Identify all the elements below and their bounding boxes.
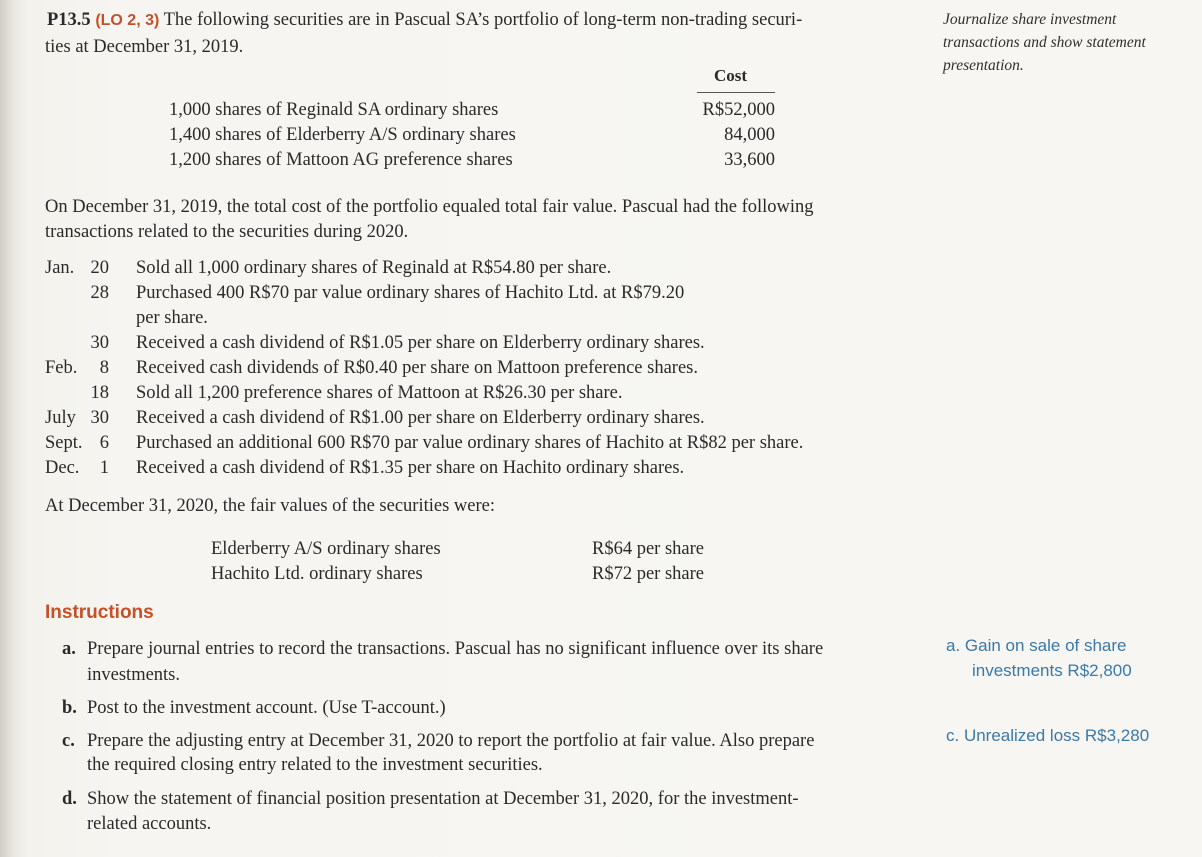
learning-objectives: (LO 2, 3) — [95, 12, 160, 29]
transaction-day: 20 — [90, 258, 109, 278]
security-row-1-cost: R$52,000 — [702, 100, 775, 120]
cost-header-rule — [697, 92, 775, 93]
instruction-text: Prepare the adjusting entry at December 31, 2020 to report the portfolio at fair value. Also prepare — [87, 731, 815, 751]
instruction-text: Show the statement of financial position presentation at December 31, 2020, for the investment- — [87, 789, 799, 809]
side-note-line-1: Journalize share investment — [943, 11, 1117, 28]
transaction-day: 18 — [90, 383, 109, 403]
transaction-text: Received a cash dividend of R$1.35 per share on Hachito ordinary shares. — [136, 458, 685, 478]
transaction-text: Purchased 400 R$70 par value ordinary shares of Hachito Ltd. at R$79.20 — [136, 283, 685, 303]
instructions-title: Instructions — [45, 602, 154, 623]
intro-line-1: The following securities are in Pascual SA’s portfolio of long-term non-trading securi- — [163, 10, 803, 30]
transaction-month: Dec. — [45, 458, 80, 478]
answer-a-line-1: a. Gain on sale of share — [946, 636, 1127, 655]
side-note-line-2: transactions and show statement — [943, 34, 1146, 51]
transaction-day: 30 — [90, 333, 109, 353]
security-row-2-label: 1,400 shares of Elderberry A/S ordinary shares — [169, 125, 516, 145]
side-note-line-3: presentation. — [943, 57, 1024, 74]
security-row-1-label: 1,000 shares of Reginald SA ordinary shares — [169, 100, 499, 120]
instruction-label: a. — [62, 639, 76, 659]
answer-c-line-1: c. Unrealized loss R$3,280 — [946, 726, 1150, 745]
instruction-text-continued: the required closing entry related to the investment securities. — [87, 755, 543, 775]
instruction-text-continued: related accounts. — [87, 814, 212, 834]
problem-number: P13.5 — [47, 10, 91, 30]
transaction-text: Received a cash dividend of R$1.00 per share on Elderberry ordinary shares. — [136, 408, 705, 428]
transaction-month: Feb. — [45, 358, 78, 378]
transaction-text: Sold all 1,200 preference shares of Mattoon at R$26.30 per share. — [136, 383, 623, 403]
answer-a-line-2: investments R$2,800 — [972, 661, 1132, 680]
transaction-text-continued: per share. — [136, 308, 208, 328]
transaction-day: 28 — [90, 283, 109, 303]
transaction-day: 6 — [99, 433, 109, 453]
transaction-text: Received a cash dividend of R$1.05 per share on Elderberry ordinary shares. — [136, 333, 705, 353]
fair-value-intro: At December 31, 2020, the fair values of the securities were: — [45, 496, 495, 516]
fair-value-amount: R$64 per share — [592, 539, 704, 559]
security-row-3-label: 1,200 shares of Mattoon AG preference shares — [169, 150, 513, 170]
instruction-label: c. — [62, 731, 75, 751]
cost-header: Cost — [714, 66, 748, 85]
transaction-text: Sold all 1,000 ordinary shares of Reginald at R$54.80 per share. — [136, 258, 612, 278]
instruction-text: Prepare journal entries to record the transactions. Pascual has no significant influence over its share — [87, 639, 824, 659]
instruction-label: d. — [62, 789, 77, 809]
transaction-month: Sept. — [45, 433, 83, 453]
transaction-month: July — [45, 408, 76, 428]
paragraph-line-2: transactions related to the securities during 2020. — [45, 222, 409, 242]
instruction-label: b. — [62, 698, 77, 718]
intro-line-2: ties at December 31, 2019. — [45, 37, 244, 57]
transaction-month: Jan. — [45, 258, 75, 278]
fair-value-label: Hachito Ltd. ordinary shares — [211, 564, 423, 584]
transaction-day: 1 — [99, 458, 109, 478]
instruction-text-continued: investments. — [87, 665, 181, 685]
transaction-day: 30 — [90, 408, 109, 428]
security-row-2-cost: 84,000 — [724, 125, 775, 145]
transaction-text: Received cash dividends of R$0.40 per share on Mattoon preference shares. — [136, 358, 699, 378]
instruction-text: Post to the investment account. (Use T-account.) — [87, 698, 446, 718]
problem-header — [47, 8, 802, 33]
transaction-day: 8 — [99, 358, 109, 378]
paragraph-line-1: On December 31, 2019, the total cost of the portfolio equaled total fair value. Pascual had the following — [45, 197, 814, 217]
security-row-3-cost: 33,600 — [724, 150, 775, 170]
transaction-text: Purchased an additional 600 R$70 par value ordinary shares of Hachito at R$82 per share. — [136, 433, 804, 453]
fair-value-label: Elderberry A/S ordinary shares — [211, 539, 441, 559]
fair-value-amount: R$72 per share — [592, 564, 704, 584]
